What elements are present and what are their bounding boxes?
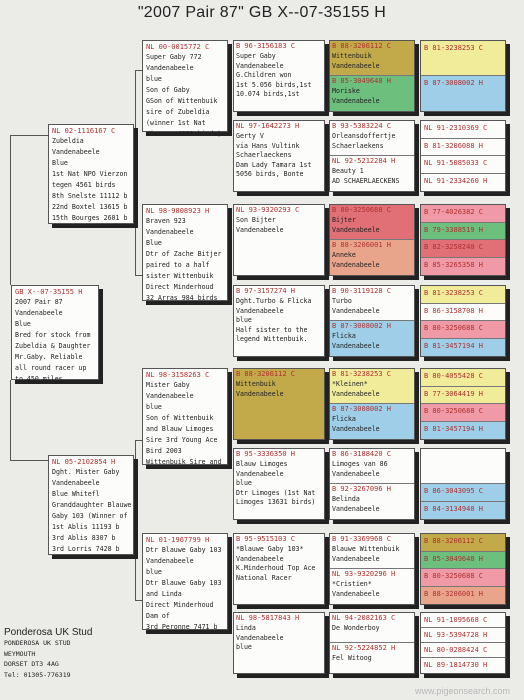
pedigree-line: Vandenabeele xyxy=(52,148,100,156)
ring-number: NL 92-5224852 H xyxy=(332,644,396,652)
pedigree-line: Vandenabeele xyxy=(332,225,380,234)
ring-number: NL 80-0288424 C xyxy=(424,646,488,654)
pedigree-line: Sire 3rd Young Ace xyxy=(146,436,218,444)
pedigree-line: *Blauwe Gaby 103* xyxy=(236,545,304,553)
pedigree-line: Super Gaby xyxy=(236,52,276,60)
ring-number: B 92-3267096 H xyxy=(332,485,392,493)
ring-number: B 97-3157274 H xyxy=(236,287,296,295)
pedigree-line: Vandenabeele xyxy=(332,554,380,563)
pedigree-line: Bred for stock from xyxy=(15,331,91,339)
pedigree-line: 2007 Pair 87 xyxy=(15,298,63,306)
ring-number: B 82-3258240 C xyxy=(424,243,484,251)
pedigree-line: Vierzon 4561 birds) xyxy=(146,130,222,138)
ring-number: B 88-3206001 H xyxy=(424,589,484,598)
pedigree-line: Wittenbuik xyxy=(332,52,372,60)
connector-line xyxy=(135,440,136,600)
gen5-box xyxy=(420,204,506,276)
pedigree-line: 3rd Peronne 7471 b xyxy=(146,623,218,631)
ring-number: NL 89-1814730 H xyxy=(424,661,488,669)
ring-number: NL 91-2334260 H xyxy=(424,176,488,185)
pedigree-line: Vandenabeele xyxy=(146,64,194,72)
gen4-pair-box xyxy=(329,448,415,520)
pedigree-line: Bijter xyxy=(332,216,356,224)
stud-phone: Tel: 01305-776319 xyxy=(4,670,71,679)
great-grandparent-box xyxy=(233,120,325,192)
pedigree-line: Turbo xyxy=(332,297,352,305)
ring-number: NL 91-5085033 C xyxy=(424,159,488,167)
sire-box xyxy=(48,124,134,224)
gen4-pair-box xyxy=(329,40,415,112)
stud-address-line: PONDEROSA UK STUD xyxy=(4,639,71,647)
ring-number: B 95-3336350 H xyxy=(236,450,296,458)
ring-number: B 80-3250688 C xyxy=(424,324,484,332)
ring-number: NL 93-9320296 H xyxy=(332,570,396,578)
ring-number: B 88-3206112 C xyxy=(332,42,392,50)
pedigree-line: Dam of xyxy=(146,612,170,620)
gen4-pair-box xyxy=(329,120,415,192)
pedigree-line: Blauw Limoges xyxy=(236,460,288,468)
pedigree-line: Direct Minderhoud xyxy=(146,283,214,291)
ring-number: B 77-3064419 H xyxy=(424,389,484,398)
pedigree-line: Vandenabeele xyxy=(236,389,284,398)
ring-number: B 85-3265358 H xyxy=(424,260,484,269)
pedigree-line: Moriske xyxy=(332,87,360,95)
pedigree-line: Linda xyxy=(236,624,256,632)
pedigree-line: blue xyxy=(146,75,162,83)
gen5-box xyxy=(420,120,506,192)
connector-line xyxy=(135,70,142,71)
great-grandparent-box xyxy=(233,612,325,674)
pedigree-line: Dtr Blauwe Gaby 103 xyxy=(146,546,222,554)
pedigree-line: Orleansdoffertje xyxy=(332,132,396,140)
pedigree-line: 1st Nat NPO Vierzon xyxy=(52,170,128,178)
pedigree-line: 10.074 birds,1st xyxy=(236,90,300,99)
pedigree-line: Vandenabeele xyxy=(236,554,284,563)
watermark: www.pigeonsearch.com xyxy=(414,686,510,696)
great-grandparent-box xyxy=(233,368,325,440)
ring-number: B 85-3049648 H xyxy=(332,77,392,85)
pedigree-line: Vandenabeele xyxy=(146,392,194,400)
ring-number: B 80-3250688 C xyxy=(424,572,484,580)
great-grandparent-box xyxy=(233,285,325,357)
pedigree-line: Dtr Limoges (1st Nat xyxy=(236,488,316,497)
pedigree-line: Belinda xyxy=(332,495,360,503)
pedigree-line: Vandenabeele xyxy=(332,469,380,478)
subject-box xyxy=(11,285,99,383)
connector-line xyxy=(135,70,136,275)
pedigree-line: Vandenabeele xyxy=(332,96,380,105)
ring-number: NL 94-2082163 C xyxy=(332,614,396,622)
pedigree-line: Vandenabeele xyxy=(236,306,284,315)
ring-number: B 95-9515103 C xyxy=(236,535,296,543)
pedigree-line: 1st Ablis 11193 b xyxy=(52,523,120,531)
pedigree-line: Gerty V xyxy=(236,132,264,140)
gen4-pair-box xyxy=(329,285,415,357)
pedigree-line: Beauty 1 xyxy=(332,167,364,175)
pedigree-line: GSon of Wittenbuik xyxy=(146,97,218,105)
pedigree-line: Son of Gaby xyxy=(146,86,190,94)
pedigree-line: Son Bijter xyxy=(236,216,276,224)
pedigree-title: "2007 Pair 87" GB X--07-35155 H xyxy=(137,4,387,21)
gen5-box xyxy=(420,533,506,605)
ring-number: NL 91-1095668 C xyxy=(424,616,488,624)
ring-number: NL 02-1116167 C xyxy=(52,127,116,135)
pedigree-line: 8th Snelste 11112 b xyxy=(52,192,128,200)
ring-number: B 81-3238253 C xyxy=(424,44,484,52)
great-grandparent-box xyxy=(233,448,325,520)
pedigree-line: and Blauw Limoges xyxy=(146,425,214,433)
pedigree-line: Anneke xyxy=(332,251,356,259)
pedigree-line: Blue xyxy=(146,239,162,247)
ring-number: B 81-3457194 H xyxy=(424,341,484,350)
ring-number: B 87-3008002 H xyxy=(332,322,392,330)
ring-number: B 86-3158708 H xyxy=(424,306,484,315)
pedigree-line: Vandenabeele xyxy=(236,633,284,642)
pedigree-line: Schaerlaekens xyxy=(332,141,384,150)
pedigree-line: Zubeldia xyxy=(52,137,84,145)
stud-address-line: WEYMOUTH xyxy=(4,649,36,658)
pedigree-line: Limoges 13631 birds) xyxy=(236,498,316,507)
pedigree-line: 3rd Ablis 8307 b xyxy=(52,534,116,542)
ring-number: B 88-3206001 H xyxy=(332,241,392,249)
pedigree-line: via Hans Vultink xyxy=(236,141,300,150)
pedigree-line: Vandenabeele xyxy=(236,61,284,70)
ring-number: B 81-3238253 C xyxy=(424,289,484,297)
pedigree-line: 15th Bourges 2601 b xyxy=(52,214,128,222)
pedigree-line: Vandenabeele xyxy=(332,589,380,598)
stud-name: Ponderosa UK Stud xyxy=(4,627,93,638)
gen5-box xyxy=(420,448,506,520)
ring-number: NL 93-9320293 C xyxy=(236,206,300,214)
pedigree-line: blue xyxy=(236,316,252,325)
pedigree-line: 22nd Boxtel 13615 b xyxy=(52,203,128,211)
pedigree-line: Blue Whitefl xyxy=(52,490,100,498)
ring-number: B 86-3043095 C xyxy=(424,487,484,495)
ring-number: B 96-3156183 C xyxy=(236,42,296,50)
pedigree-line: Vandenabeele xyxy=(332,341,380,350)
pedigree-line: Granddaughter Blauwe xyxy=(52,501,132,509)
pedigree-line: Braven 923 xyxy=(146,217,186,225)
pedigree-line: blue xyxy=(146,568,162,576)
pedigree-line: *Cristien* xyxy=(332,580,372,588)
pedigree-line: Bird 2003 xyxy=(146,447,182,455)
gen5-box xyxy=(420,40,506,112)
great-grandparent-box xyxy=(233,204,325,276)
pedigree-line: (winner 1st Nat xyxy=(146,119,206,127)
pedigree-line: Son of Wittenbuik xyxy=(146,414,214,422)
ring-number: B 80-3250688 C xyxy=(332,206,392,214)
pedigree-line: Schaerlaeckens xyxy=(236,151,292,160)
pedigree-line: blue xyxy=(146,403,162,411)
pedigree-line: 32 Arras 984 birds xyxy=(146,294,218,302)
ring-number: B 87-3008002 H xyxy=(424,79,484,87)
ring-number: NL 98-9808923 H xyxy=(146,207,210,215)
pedigree-line: Dght.Turbo & Flicka xyxy=(236,297,312,305)
great-grandparent-box xyxy=(233,40,325,112)
grandparent-box xyxy=(142,368,228,465)
ring-number: B 81-3206088 H xyxy=(424,141,484,150)
ring-number: B 85-3049648 H xyxy=(424,554,484,563)
ring-number: GB X--07-35155 H xyxy=(15,288,83,296)
dam-box xyxy=(48,455,134,555)
ring-number: NL 98-5817843 H xyxy=(236,614,300,622)
pedigree-line: Vandenabeele xyxy=(332,260,380,269)
stud-footer xyxy=(4,627,92,680)
pedigree-line: Wittenbuik xyxy=(236,380,276,388)
pedigree-line: and Linda xyxy=(146,590,182,598)
pedigree-line: Vandenabeele xyxy=(146,228,194,236)
pedigree-line: Dtr of Zache Bitjer xyxy=(146,250,222,258)
ring-number: B 86-3188420 C xyxy=(332,450,392,458)
ring-number: B 79-3388519 H xyxy=(424,225,484,234)
ring-number: B 88-3206112 C xyxy=(424,537,484,545)
connector-line xyxy=(10,135,48,136)
pedigree-line: blue xyxy=(236,479,252,488)
pedigree-line: Dam Lady Tamara 1st xyxy=(236,160,312,169)
connector-line xyxy=(10,380,11,460)
grandparent-box xyxy=(142,533,228,630)
gen4-pair-box xyxy=(329,368,415,440)
pedigree-line: Direct Minderhoud xyxy=(146,601,214,609)
stud-address-line: DORSET DT3 4AG xyxy=(4,660,59,668)
pedigree-line: Vandenabeele xyxy=(15,309,63,317)
ring-number: B 77-4026382 C xyxy=(424,208,484,216)
gen4-pair-box xyxy=(329,204,415,276)
connector-line xyxy=(135,440,142,441)
pedigree-line: 3rd Lorris 7428 b xyxy=(52,545,120,553)
pedigree-line: Blauwe Wittenbuik xyxy=(332,545,400,553)
pedigree-line: Zubeldia & Daughter xyxy=(15,342,91,350)
gen4-pair-box xyxy=(329,533,415,605)
pedigree-line: sire of Zubeldia xyxy=(146,108,210,116)
ring-number: B 91-3369968 C xyxy=(332,535,392,543)
pedigree-line: Vandenabeele xyxy=(236,225,284,234)
pedigree-line: Wittenbuik Sire and xyxy=(146,458,222,466)
pedigree-line: Vandenabeele xyxy=(332,504,380,513)
ring-number: B 93-5383224 C xyxy=(332,122,392,130)
pedigree-line: Fel Witoog xyxy=(332,654,372,662)
pedigree-line: Flicka xyxy=(332,415,356,423)
pedigree-line: 1st 5.056 birds,1st xyxy=(236,80,312,89)
ring-number: NL 91-2310369 C xyxy=(424,124,488,132)
ring-number: NL 98-3158263 C xyxy=(146,371,210,379)
ring-number: NL 97-1642273 H xyxy=(236,122,300,130)
pedigree-line: Mister Gaby xyxy=(146,381,190,389)
gen5-box xyxy=(420,285,506,357)
connector-line xyxy=(135,600,142,601)
ring-number: B 81-3457194 H xyxy=(424,424,484,433)
pedigree-line: Gaby 103 (Winner of xyxy=(52,512,128,520)
pedigree-line: all round racer up xyxy=(15,364,87,372)
gen5-box xyxy=(420,612,506,674)
connector-line xyxy=(135,275,142,276)
pedigree-line: Vandenabeele xyxy=(332,389,380,398)
pedigree-line: Vandenabeele xyxy=(146,557,194,565)
great-grandparent-box xyxy=(233,533,325,605)
ring-number: NL 00-0015772 C xyxy=(146,43,210,51)
pedigree-line: Vandenabeele xyxy=(236,469,284,478)
pedigree-line: Dtr Blauwe Gaby 103 xyxy=(146,579,222,587)
grandparent-box xyxy=(142,204,228,301)
pedigree-line: to 450 miles. xyxy=(15,375,67,383)
pedigree-line: Blue xyxy=(15,320,31,328)
pedigree-line: Super Gaby 772 xyxy=(146,53,202,61)
ring-number: B 87-3008002 H xyxy=(332,405,392,413)
ring-number: NL 01-1967799 H xyxy=(146,536,210,544)
pedigree-line: Vandenabeele xyxy=(332,424,380,433)
pedigree-line: blue xyxy=(236,643,252,652)
pedigree-line: 5056 birds, Bonte xyxy=(236,170,304,179)
ring-number: B 84-3134940 H xyxy=(424,504,484,513)
ring-number: B 88-3206112 C xyxy=(236,370,296,378)
pedigree-line: De Wonderboy xyxy=(332,624,380,632)
pedigree-line: Mr.Gaby. Reliable xyxy=(15,353,83,361)
pedigree-line: G.Children won xyxy=(236,71,292,80)
pedigree-line: Vandenabeele xyxy=(332,306,380,315)
ring-number: B 90-3119128 C xyxy=(332,287,392,295)
pedigree-line: Blue xyxy=(52,159,68,167)
ring-number: B 80-3250688 C xyxy=(424,407,484,415)
pedigree-line: paired to a half xyxy=(146,261,210,269)
ring-number: NL 93-5394728 H xyxy=(424,631,488,639)
pedigree-line: K.Minderhoud Top Ace xyxy=(236,564,316,573)
pedigree-line: Vandenabeele xyxy=(332,61,380,70)
gen4-pair-box xyxy=(329,612,415,674)
gen5-box xyxy=(420,368,506,440)
pedigree-line: *Kleinen* xyxy=(332,380,368,388)
ring-number: B 81-3238253 C xyxy=(332,370,392,378)
pedigree-line: Dght. Mister Gaby xyxy=(52,468,120,476)
pedigree-line: Flicka xyxy=(332,332,356,340)
connector-line xyxy=(10,460,48,461)
pedigree-line: AD SCHAERLAECKENS xyxy=(332,176,400,185)
ring-number: NL 92-5212284 H xyxy=(332,157,396,165)
pedigree-line: sister Wittenbuik xyxy=(146,272,214,280)
pedigree-line: tegen 4561 birds xyxy=(52,181,116,189)
pedigree-line: legend Wittenbuik. xyxy=(236,335,308,344)
pedigree-line: National Racer xyxy=(236,573,292,582)
ring-number: B 80-4055428 C xyxy=(424,372,484,380)
pedigree-line: Limoges van 86 xyxy=(332,460,388,468)
ring-number: NL 05-2102854 H xyxy=(52,458,116,466)
pedigree-line: Vandenabeele xyxy=(52,479,100,487)
pedigree-line: Half sister to the xyxy=(236,325,308,334)
connector-line xyxy=(10,135,11,285)
grandparent-box xyxy=(142,40,228,138)
